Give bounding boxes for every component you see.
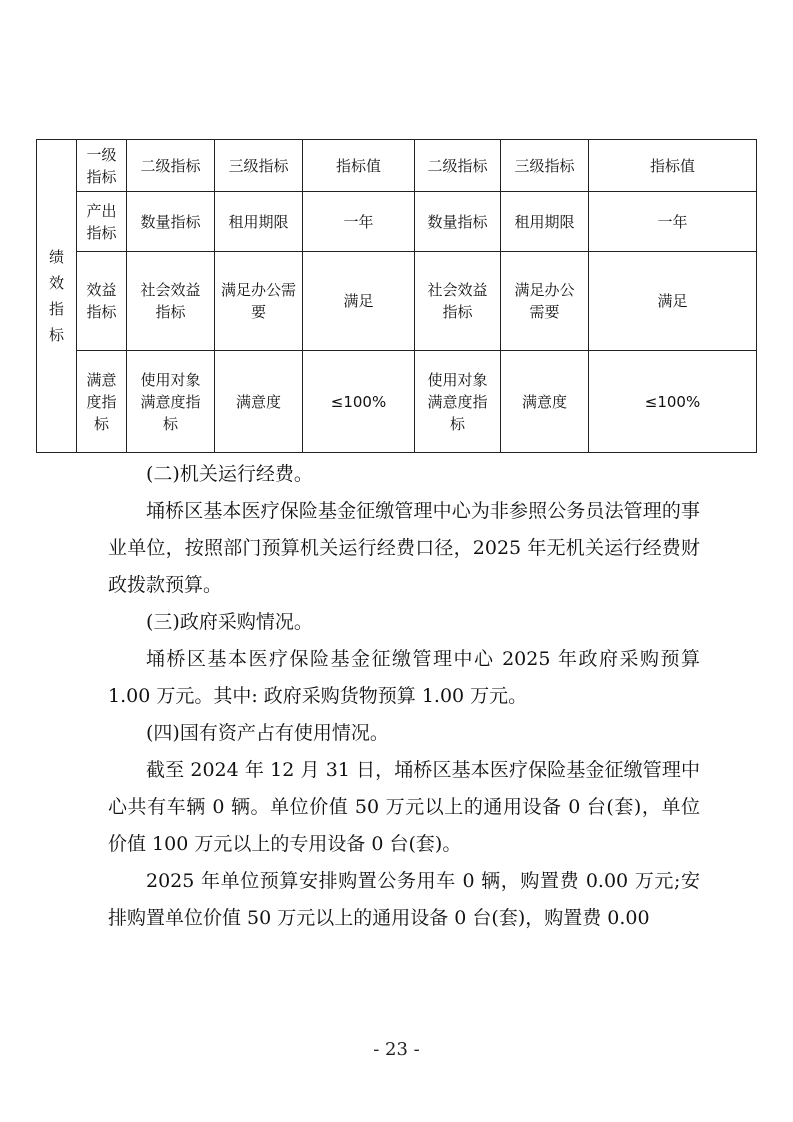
cell-line: 满意度	[235, 392, 281, 411]
header-level2-a: 二级指标	[127, 140, 215, 192]
level2-a-cell	[127, 351, 215, 453]
cell-line: 要	[250, 303, 266, 321]
level3-b-cell	[501, 192, 589, 252]
level2-a-cell	[127, 252, 215, 351]
value-a-cell: 满足	[303, 252, 415, 351]
side-label-char: 指	[48, 300, 64, 318]
cell-line: 数量指标	[140, 212, 201, 231]
cell-line: 租用期限	[514, 212, 575, 231]
cell-line: 满意度指	[427, 392, 488, 411]
side-label-char: 效	[48, 274, 64, 292]
side-label-cell	[37, 140, 77, 453]
cell-line: 指标	[86, 303, 117, 321]
header-value-a: 指标值	[303, 140, 415, 192]
document-body	[108, 456, 700, 937]
level3-a-cell	[215, 252, 303, 351]
cell-line: 满意度	[521, 392, 567, 411]
cell-line: 满足办公需	[220, 281, 296, 299]
paragraph: 截至 2024 年 12 月 31 日，埇桥区基本医疗保险基金征缴管理中心共有车辆 0 辆。单位价值 50 万元以上的通用设备 0 台(套)，单位价值 100 万元以上的专用设备 0 台(套)。	[108, 759, 700, 855]
cell-line: 满意	[86, 370, 117, 389]
paragraph: 2025 年单位预算安排购置公务用车 0 辆，购置费 0.00 万元;安排购置单位价值 50 万元以上的通用设备 0 台(套)，购置费 0.00	[108, 870, 700, 929]
cell-line: 标	[449, 414, 465, 433]
cell-line: 指标	[86, 167, 117, 186]
level3-a-cell	[215, 351, 303, 453]
header-level2-b: 二级指标	[415, 140, 501, 192]
table-row	[37, 351, 757, 453]
cell-line: 满意度指	[140, 392, 201, 411]
cell-line: 满足办公	[514, 281, 575, 299]
level2-a-cell	[127, 192, 215, 252]
table-header-row	[37, 140, 757, 192]
header-level3-a: 三级指标	[215, 140, 303, 192]
value-b-cell: 满足	[589, 252, 757, 351]
cell-line: 租用期限	[228, 212, 289, 231]
value-a-cell: 一年	[303, 192, 415, 252]
value-b-cell: ≤100%	[589, 351, 757, 453]
side-label-char: 绩	[48, 248, 64, 266]
level1-cell	[77, 351, 127, 453]
header-level1	[77, 140, 127, 192]
cell-line: 指标	[442, 303, 473, 321]
level2-b-cell	[415, 351, 501, 453]
cell-line: 产出	[86, 201, 117, 220]
level1-cell	[77, 252, 127, 351]
cell-line: 一级	[86, 145, 117, 164]
level3-b-cell	[501, 351, 589, 453]
value-a-cell: ≤100%	[303, 351, 415, 453]
cell-line: 指标	[155, 303, 186, 321]
value-b-cell: 一年	[589, 192, 757, 252]
side-label-char: 标	[48, 326, 64, 344]
level3-b-cell	[501, 252, 589, 351]
level1-cell	[77, 192, 127, 252]
cell-line: 需要	[529, 303, 560, 321]
header-value-b: 指标值	[589, 140, 757, 192]
table-row	[37, 192, 757, 252]
page-number: - 23 -	[373, 1039, 420, 1060]
level3-a-cell	[215, 192, 303, 252]
level2-b-cell	[415, 252, 501, 351]
cell-line: 数量指标	[427, 212, 488, 231]
section-heading: (四)国有资产占有使用情况。	[146, 722, 389, 744]
performance-indicator-table	[36, 139, 757, 453]
cell-line: 使用对象	[427, 370, 488, 389]
section-heading: (二)机关运行经费。	[146, 463, 313, 485]
cell-line: 社会效益	[427, 281, 488, 299]
cell-line: 标	[93, 414, 109, 433]
cell-line: 度指	[86, 392, 117, 411]
cell-line: 社会效益	[140, 281, 201, 299]
level2-b-cell	[415, 192, 501, 252]
cell-line: 使用对象	[140, 370, 201, 389]
section-heading: (三)政府采购情况。	[146, 611, 313, 633]
cell-line: 指标	[86, 223, 117, 242]
paragraph: 埇桥区基本医疗保险基金征缴管理中心 2025 年政府采购预算 1.00 万元。其中: 政府采购货物预算 1.00 万元。	[108, 648, 700, 707]
table-row	[37, 252, 757, 351]
cell-line: 效益	[86, 281, 117, 299]
header-level3-b: 三级指标	[501, 140, 589, 192]
cell-line: 标	[162, 414, 178, 433]
paragraph: 埇桥区基本医疗保险基金征缴管理中心为非参照公务员法管理的事业单位，按照部门预算机关运行经费口径，2025 年无机关运行经费财政拨款预算。	[108, 500, 700, 596]
